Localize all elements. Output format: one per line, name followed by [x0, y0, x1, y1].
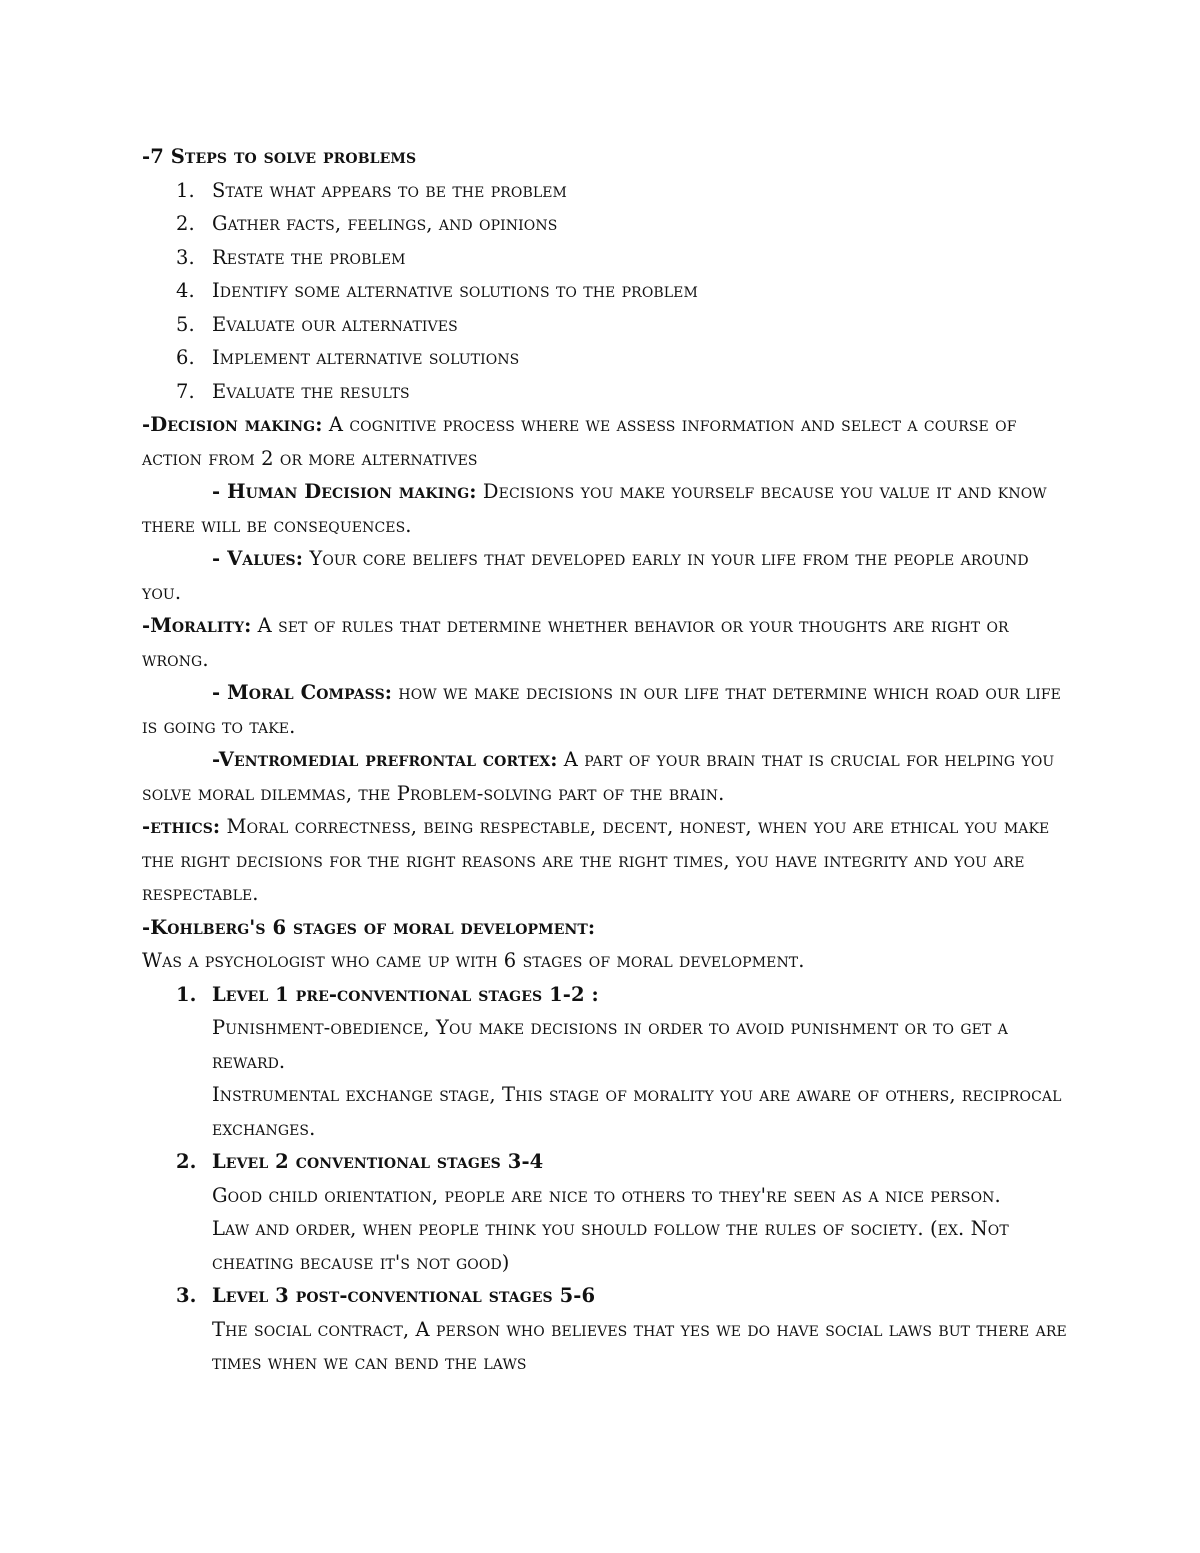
list-number: 2.: [176, 212, 195, 235]
definition: Moral correctness, being respectable, decent, honest, when you are ethical you make the right decisions for the right reasons are the right times, you have integrity and you are respectable.: [142, 815, 1050, 905]
values-definition: [142, 542, 1067, 609]
list-number: 3.: [176, 1284, 197, 1307]
list-item: [142, 978, 1067, 1146]
list-item-text: Implement alternative solutions: [212, 346, 520, 369]
stage-paragraph: Good child orientation, people are nice to others to they're seen as a nice person.: [212, 1183, 1001, 1207]
list-item: [142, 207, 1067, 241]
term: - Moral Compass:: [212, 681, 393, 704]
list-number: 6.: [176, 346, 195, 369]
term: -ethics:: [142, 815, 221, 838]
stage-title: Level 1 pre-conventional stages 1-2 :: [212, 982, 599, 1006]
steps-list: [142, 174, 1067, 409]
list-item-text: Evaluate the results: [212, 379, 410, 403]
list-item: [142, 274, 1067, 308]
stage-title: Level 3 post-conventional stages 5-6: [212, 1284, 596, 1307]
stage-paragraph: Punishment-obedience, You make decisions in order to avoid punishment or to get a reward.: [212, 1016, 1008, 1073]
list-item: [142, 375, 1067, 409]
list-item: [142, 308, 1067, 342]
list-number: 1.: [176, 982, 197, 1006]
steps-heading: -7 Steps to solve problems: [142, 145, 417, 168]
definition: Decisions you make yourself because you value it and know there will be consequences.: [142, 480, 1047, 537]
morality-definition: [142, 609, 1067, 676]
list-number: 3.: [176, 245, 195, 269]
list-item: [142, 1145, 1067, 1279]
decision-making-definition: [142, 408, 1067, 475]
vmpfc-definition: [142, 743, 1067, 810]
definition: A cognitive process where we assess information and select a course of action from 2 or more alternatives: [142, 413, 1017, 470]
list-item-text: Identify some alternative solutions to the problem: [212, 279, 698, 302]
term: -Ventromedial prefrontal cortex:: [212, 748, 558, 771]
stage-paragraph: Instrumental exchange stage, This stage of morality you are aware of others, reciprocal exchanges.: [212, 1083, 1062, 1140]
list-item-text: State what appears to be the problem: [212, 178, 567, 202]
list-number: 7.: [176, 379, 195, 403]
list-number: 1.: [176, 178, 195, 202]
definition: A part of your brain that is crucial for helping you solve moral dilemmas, the Problem-solving part of the brain.: [142, 748, 1055, 805]
list-item: [142, 341, 1067, 375]
term: -Morality:: [142, 614, 252, 637]
list-item-text: Evaluate our alternatives: [212, 312, 458, 336]
list-item: [142, 174, 1067, 208]
human-decision-making-definition: [142, 475, 1067, 542]
list-item-text: Restate the problem: [212, 245, 406, 269]
kohlberg-heading: -Kohlberg's 6 stages of moral development:: [142, 915, 596, 939]
term: -Decision making:: [142, 413, 323, 436]
definition: how we make decisions in our life that determine which road our life is going to take.: [142, 681, 1061, 738]
document-page: [142, 140, 1067, 1380]
list-item: [142, 241, 1067, 275]
ethics-definition: [142, 810, 1067, 911]
list-number: 5.: [176, 312, 195, 336]
stage-paragraph: The social contract, A person who believes that yes we do have social laws but there are times when we can bend the laws: [212, 1317, 1067, 1374]
kohlberg-intro: Was a psychologist who came up with 6 stages of moral development.: [142, 949, 805, 972]
definition: Your core beliefs that developed early in your life from the people around you.: [142, 547, 1029, 604]
list-number: 2.: [176, 1150, 197, 1173]
definition: A set of rules that determine whether behavior or your thoughts are right or wrong.: [142, 614, 1009, 671]
list-number: 4.: [176, 279, 195, 302]
stage-paragraph: Law and order, when people think you should follow the rules of society. (ex. Not cheating because it's not good): [212, 1217, 1009, 1274]
moral-compass-definition: [142, 676, 1067, 743]
stages-list: [142, 978, 1067, 1380]
list-item-text: Gather facts, feelings, and opinions: [212, 212, 558, 235]
term: - Values:: [212, 547, 304, 570]
list-item: [142, 1279, 1067, 1380]
term: - Human Decision making:: [212, 480, 477, 503]
stage-title: Level 2 conventional stages 3-4: [212, 1150, 544, 1173]
